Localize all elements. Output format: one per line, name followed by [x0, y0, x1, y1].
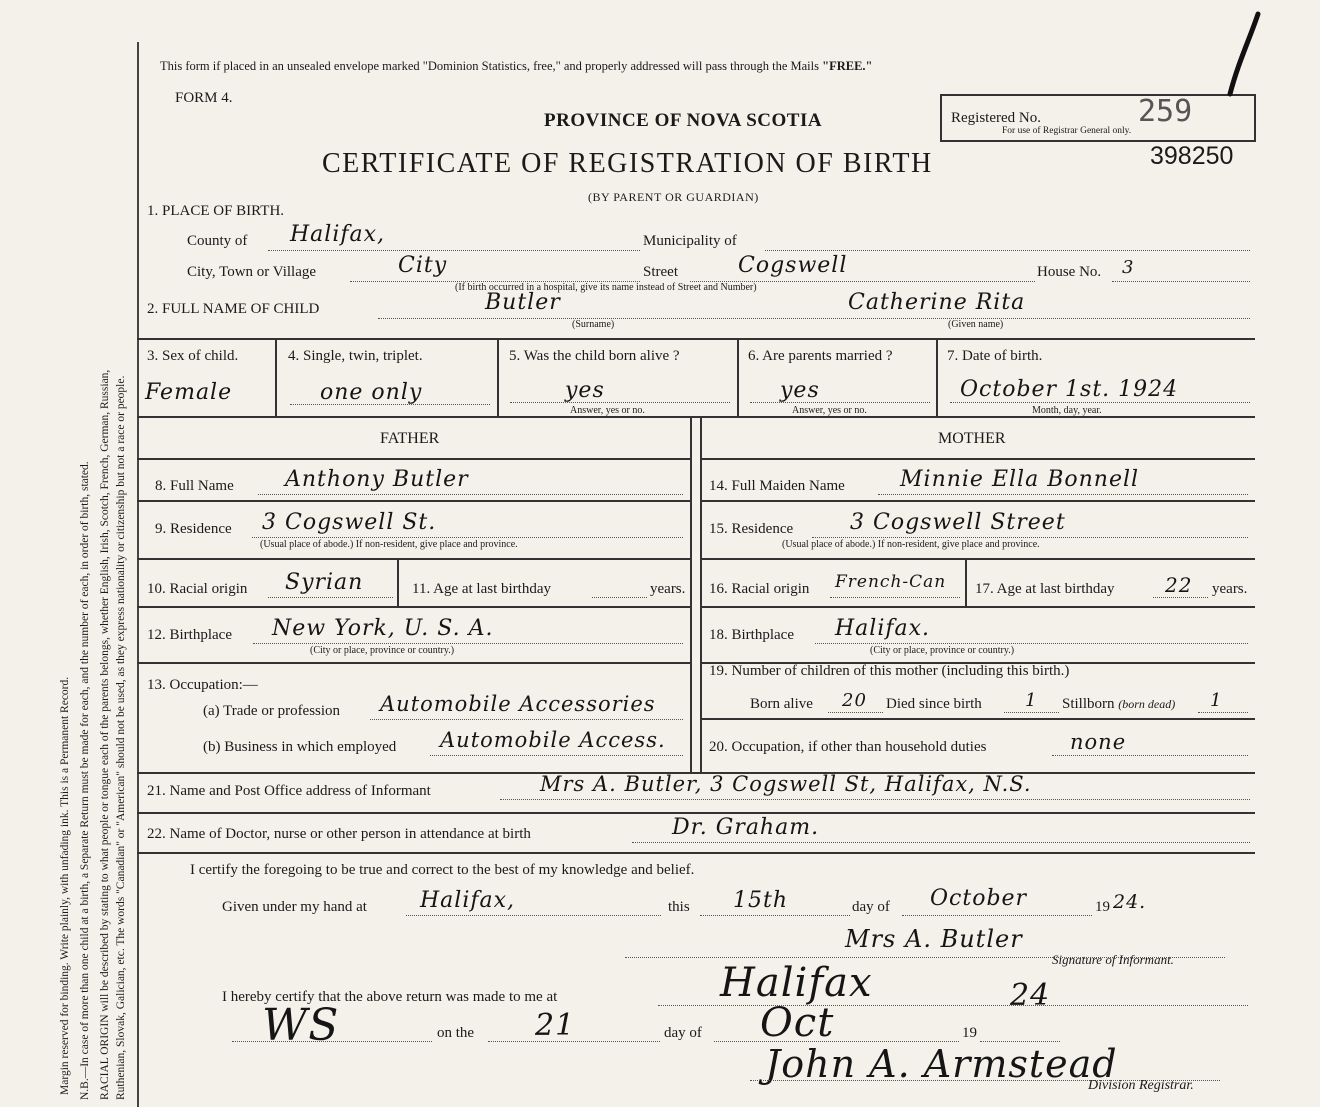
- father-age-label: 11. Age at last birthday: [412, 581, 551, 597]
- margin-note-4: Ruthenian, Slovak, Galician, etc. The words "Canadian" or "American" should not be used, as they express nationality or citizenship but not a race or people.: [115, 375, 127, 1100]
- mother-residence-line: [812, 537, 1248, 538]
- certify-statement: I certify the foregoing to be true and correct to the best of my knowledge and belief.: [190, 862, 695, 878]
- place-heading: 1. PLACE OF BIRTH.: [147, 203, 285, 219]
- form-number: FORM 4.: [175, 90, 233, 106]
- rule: [137, 338, 1255, 340]
- margin-note-3: RACIAL ORIGIN will be described by stating to what people or tongue each of the parents belongs, whether English, Irish, Scotch, French, German, Russian,: [99, 369, 111, 1100]
- municipality-line: [765, 250, 1250, 251]
- rule: [700, 458, 1255, 460]
- married-line: [750, 402, 930, 403]
- mother-birthplace-label: 18. Birthplace: [709, 627, 794, 643]
- margin-note-1: Margin reserved for binding. Write plainly, with unfading ink. This is a Permanent Record.: [59, 676, 71, 1095]
- hospital-note: (If birth occurred in a hospital, give its name instead of Street and Number): [455, 282, 757, 293]
- dob-label: 7. Date of birth.: [947, 348, 1043, 364]
- father-birthplace-label: 12. Birthplace: [147, 627, 232, 643]
- county-label: County of: [187, 233, 248, 249]
- informant-signature: Mrs A. Butler: [845, 925, 1023, 953]
- registered-label: Registered No.: [951, 110, 1041, 126]
- rule: [700, 500, 1255, 502]
- children-count-label: 19. Number of children of this mother (including this birth.): [709, 663, 1070, 679]
- stillborn-note: (born dead): [1118, 697, 1176, 711]
- margin-note-2: N.B.—In case of more than one child at a birth, a Separate Return must be made for each, and the number of each, in order of birth, stated.: [79, 461, 91, 1100]
- registered-number: 259: [1138, 94, 1193, 129]
- business-line: [430, 755, 683, 756]
- father-race-label: 10. Racial origin: [147, 581, 248, 597]
- father-residence-note: (Usual place of abode.) If non-resident, give place and province.: [260, 539, 518, 550]
- rule: [397, 558, 399, 606]
- rule: [137, 812, 1255, 814]
- county-value: Halifax,: [290, 222, 386, 247]
- mother-age-value: 22: [1165, 573, 1193, 597]
- street-label: Street: [643, 264, 678, 280]
- married-value: yes: [780, 378, 820, 403]
- father-race-value: Syrian: [285, 570, 364, 595]
- surname-note: (Surname): [572, 319, 615, 330]
- dob-value: October 1st. 1924: [960, 377, 1179, 402]
- informant-line: [500, 799, 1250, 800]
- registrar-year-mark: 24: [1010, 978, 1051, 1013]
- on-the-label: on the: [437, 1025, 475, 1041]
- mother-name-line: [878, 494, 1248, 495]
- registrar-note: For use of Registrar General only.: [1002, 126, 1132, 136]
- rule: [137, 606, 690, 608]
- this-label: this: [668, 899, 690, 915]
- registrar-check-mark: [1210, 8, 1270, 98]
- rule: [700, 558, 1255, 560]
- informant-value: Mrs A. Butler, 3 Cogswell St, Halifax, N.S.: [540, 772, 1032, 796]
- registered-box: [940, 94, 1256, 142]
- registrar-year-prefix: 19: [962, 1025, 977, 1041]
- mother-occupation-line: [1052, 755, 1248, 756]
- given-under-label: Given under my hand at: [222, 899, 367, 915]
- rule: [137, 852, 1255, 854]
- mother-occupation-value: none: [1070, 730, 1127, 754]
- rule: [690, 416, 692, 772]
- trade-line: [370, 719, 683, 720]
- child-surname: Butler: [485, 290, 561, 315]
- informant-label: 21. Name and Post Office address of Informant: [147, 783, 431, 799]
- alive-value: yes: [565, 378, 605, 403]
- registrar-place-value: Halifax: [720, 960, 873, 1006]
- child-given-name: Catherine Rita: [848, 290, 1026, 315]
- rule: [965, 558, 967, 606]
- municipality-label: Municipality of: [643, 233, 737, 249]
- this-line: [700, 915, 850, 916]
- registrar-month-value: Oct: [760, 1000, 835, 1046]
- rule: [497, 338, 499, 416]
- registrar-initials: WS: [262, 1000, 340, 1051]
- informant-signature-label: Signature of Informant.: [1052, 952, 1174, 967]
- business-label: (b) Business in which employed: [203, 739, 397, 755]
- day-of-label: day of: [852, 899, 890, 915]
- dob-note: Month, day, year.: [1032, 405, 1102, 416]
- born-alive-value: 20: [842, 690, 867, 711]
- house-label: House No.: [1037, 264, 1102, 280]
- rule: [137, 458, 690, 460]
- father-age-unit: years.: [650, 581, 686, 597]
- given-name-note: (Given name): [948, 319, 1004, 330]
- mother-residence-label: 15. Residence: [709, 521, 794, 537]
- died-label: Died since birth: [886, 696, 982, 712]
- child-name-line: [378, 318, 1250, 319]
- mother-birthplace-value: Halifax.: [835, 616, 931, 641]
- division-registrar-label: Division Registrar.: [1088, 1078, 1194, 1093]
- registrar-signature: John A. Armstead: [765, 1042, 1118, 1086]
- father-name-line: [258, 494, 683, 495]
- month-value: October: [930, 886, 1028, 911]
- province-heading: PROVINCE OF NOVA SCOTIA: [544, 110, 823, 131]
- mother-residence-value: 3 Cogswell Street: [850, 510, 1066, 535]
- father-birthplace-note: (City or place, province or country.): [310, 645, 455, 656]
- single-value: one only: [320, 380, 423, 405]
- alive-answer-note: Answer, yes or no.: [570, 405, 645, 416]
- born-alive-line: [828, 712, 883, 713]
- registrar-day-of-label: day of: [664, 1025, 702, 1041]
- mail-notice: [160, 59, 872, 74]
- rule: [137, 500, 690, 502]
- stillborn-line: [1198, 712, 1248, 713]
- certificate-subtitle: (BY PARENT OR GUARDIAN): [588, 190, 759, 204]
- doctor-value: Dr. Graham.: [672, 815, 820, 840]
- mother-race-value: French-Can: [835, 572, 947, 592]
- house-line: [1112, 281, 1250, 282]
- mail-notice-free: "FREE.": [822, 59, 873, 73]
- rule: [137, 558, 690, 560]
- father-heading: FATHER: [380, 430, 440, 447]
- stamp-number: 398250: [1150, 142, 1234, 170]
- mother-name-label: 14. Full Maiden Name: [709, 478, 845, 494]
- stillborn-value: 1: [1210, 690, 1223, 711]
- mother-race-line: [830, 597, 960, 598]
- father-residence-value: 3 Cogswell St.: [262, 510, 437, 535]
- father-age-line: [592, 597, 647, 598]
- died-line: [1004, 712, 1059, 713]
- alive-label: 5. Was the child born alive ?: [509, 348, 680, 364]
- mother-birthplace-note: (City or place, province or country.): [870, 645, 1015, 656]
- year-value: 24.: [1113, 891, 1147, 913]
- rule: [137, 662, 690, 664]
- city-value: City: [398, 253, 448, 278]
- alive-line: [510, 402, 730, 403]
- dob-line: [950, 402, 1250, 403]
- month-line: [902, 915, 1092, 916]
- initials-line: [232, 1041, 432, 1042]
- father-race-line: [268, 597, 393, 598]
- mother-age-label: 17. Age at last birthday: [975, 581, 1115, 597]
- child-name-label: 2. FULL NAME OF CHILD: [147, 301, 320, 317]
- sex-label: 3. Sex of child.: [147, 348, 239, 364]
- single-label: 4. Single, twin, triplet.: [288, 348, 423, 364]
- rule: [275, 338, 277, 416]
- father-name-value: Anthony Butler: [285, 467, 469, 492]
- married-label: 6. Are parents married ?: [748, 348, 893, 364]
- trade-label: (a) Trade or profession: [203, 703, 341, 719]
- rule: [137, 416, 1255, 418]
- sex-value: Female: [145, 380, 233, 405]
- given-place-value: Halifax,: [420, 888, 516, 913]
- registrar-day-value: 21: [535, 1008, 576, 1043]
- father-residence-line: [252, 537, 683, 538]
- doctor-label: 22. Name of Doctor, nurse or other person in attendance at birth: [147, 826, 531, 842]
- died-value: 1: [1025, 690, 1038, 711]
- occupation-label: 13. Occupation:—: [147, 677, 258, 693]
- mother-occupation-label: 20. Occupation, if other than household duties: [709, 739, 987, 755]
- mother-age-unit: years.: [1212, 581, 1248, 597]
- business-value: Automobile Access.: [440, 728, 666, 752]
- binding-margin-line: [137, 42, 139, 1107]
- county-line: [268, 250, 640, 251]
- mother-residence-note: (Usual place of abode.) If non-resident, give place and province.: [782, 539, 1040, 550]
- doctor-line: [632, 842, 1250, 843]
- stillborn-label: [1062, 696, 1175, 713]
- city-label: City, Town or Village: [187, 264, 317, 280]
- this-value: 15th: [733, 888, 789, 913]
- mother-name-value: Minnie Ella Bonnell: [900, 467, 1140, 492]
- father-name-label: 8. Full Name: [155, 478, 234, 494]
- given-place-line: [406, 915, 661, 916]
- father-residence-label: 9. Residence: [155, 521, 232, 537]
- rule: [737, 338, 739, 416]
- house-value: 3: [1122, 257, 1135, 278]
- rule: [700, 718, 1255, 720]
- born-alive-label: Born alive: [750, 696, 813, 712]
- year-prefix: 19: [1095, 899, 1110, 915]
- stillborn-label-text: Stillborn: [1062, 696, 1115, 712]
- rule: [700, 606, 1255, 608]
- mother-race-label: 16. Racial origin: [709, 581, 810, 597]
- mother-birthplace-line: [815, 643, 1248, 644]
- father-birthplace-value: New York, U. S. A.: [272, 616, 494, 641]
- street-value: Cogswell: [738, 253, 848, 278]
- married-answer-note: Answer, yes or no.: [792, 405, 867, 416]
- mother-heading: MOTHER: [938, 430, 1006, 447]
- certificate-title: CERTIFICATE OF REGISTRATION OF BIRTH: [322, 148, 933, 179]
- mother-age-line: [1153, 597, 1208, 598]
- father-birthplace-line: [253, 643, 683, 644]
- rule: [936, 338, 938, 416]
- mail-notice-text: This form if placed in an unsealed envelope marked "Dominion Statistics, free," and properly addressed will pass through the Mails: [160, 59, 819, 73]
- registrar-statement: I hereby certify that the above return was made to me at: [222, 989, 558, 1005]
- trade-value: Automobile Accessories: [380, 692, 656, 716]
